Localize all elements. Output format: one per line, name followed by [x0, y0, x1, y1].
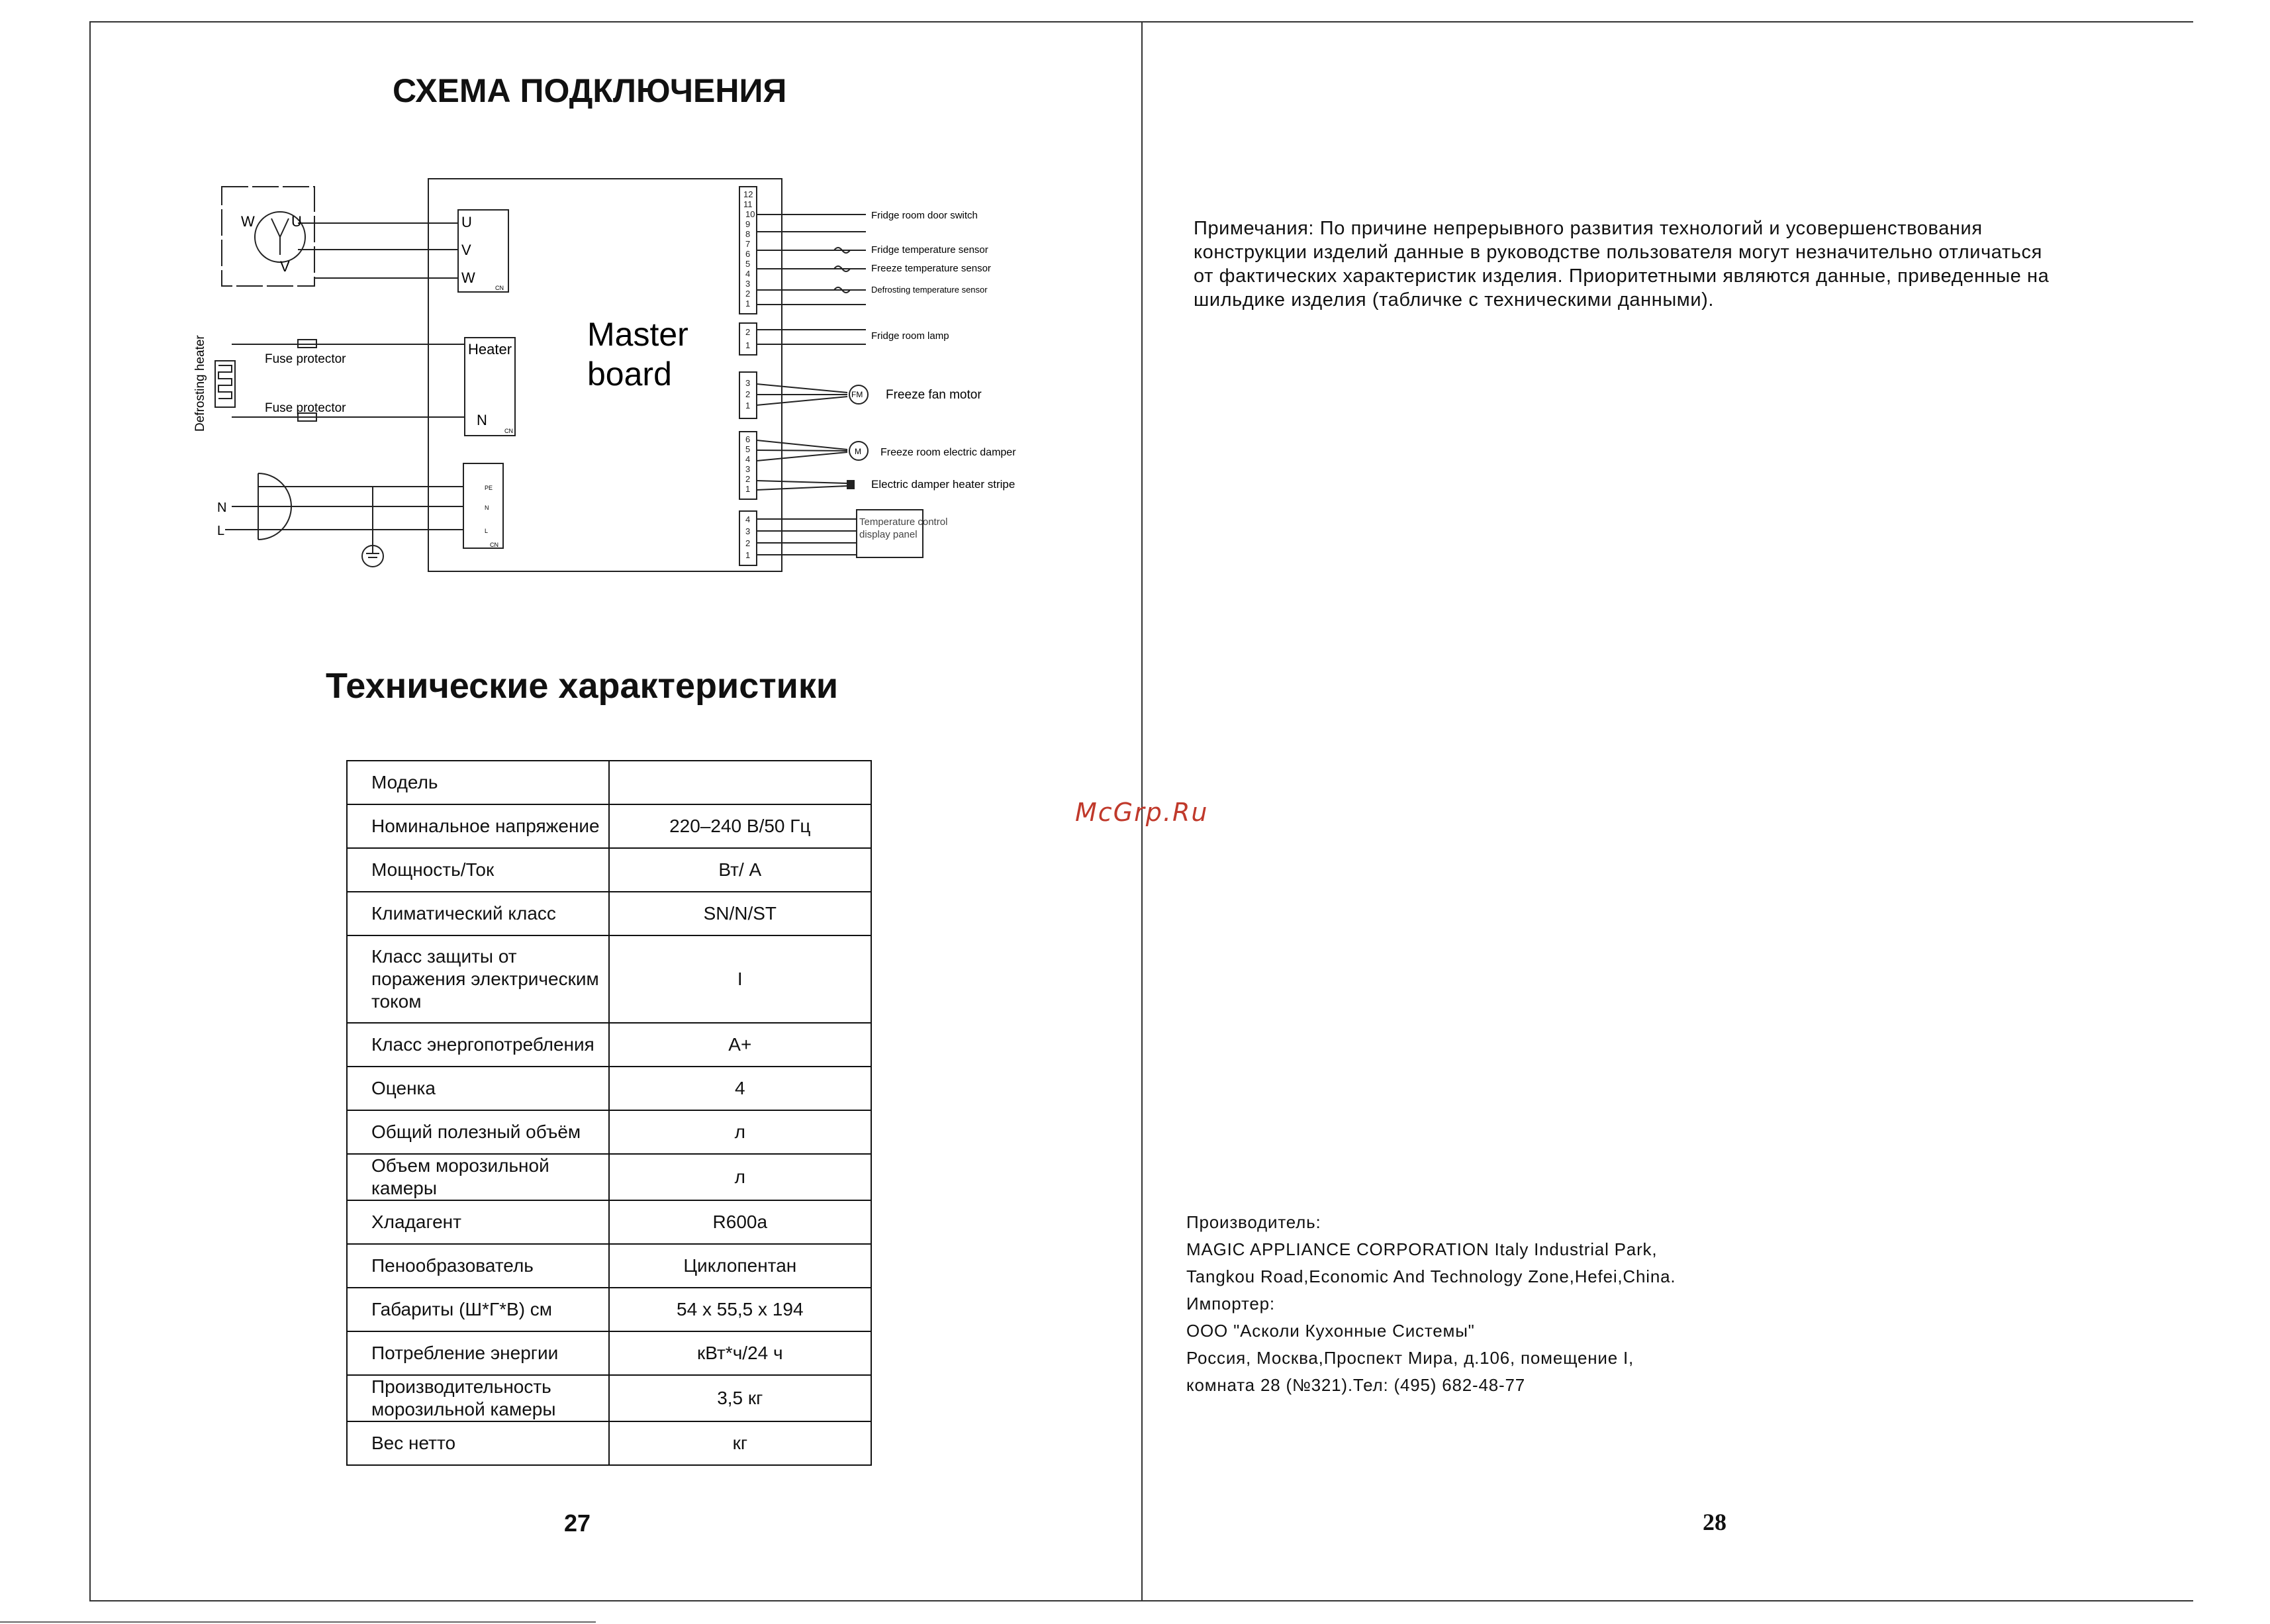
table-row — [347, 1421, 871, 1465]
c2-pin: 2 — [745, 327, 751, 337]
manufacturer-line: Россия, Москва,Проспект Мира, д.106, помещение I, — [1186, 1348, 1634, 1368]
page-number-left: 27 — [564, 1509, 591, 1537]
motor-label-v: V — [280, 258, 290, 275]
compressor-box — [222, 187, 314, 286]
heading-wiring-scheme: СХЕМА ПОДКЛЮЧЕНИЯ — [393, 72, 787, 109]
c4-pin: 4 — [745, 454, 751, 464]
c3-pin: 3 — [745, 378, 751, 388]
c1-pin: 12 — [743, 189, 753, 199]
c1-pin: 10 — [745, 209, 755, 219]
pin-n: N — [485, 504, 489, 511]
frame-left-line — [89, 21, 91, 1601]
temp-panel-line2: display panel — [859, 529, 918, 540]
spec-value: 3,5 кг — [609, 1375, 871, 1421]
c1-pin: 5 — [745, 259, 751, 269]
terminal-u: U — [461, 214, 472, 230]
table-row — [347, 761, 871, 804]
heater-label: Heater — [468, 341, 512, 358]
output-freeze-temp-sensor: Freeze temperature sensor — [871, 263, 991, 274]
c2-pin: 1 — [745, 340, 751, 350]
output-fridge-lamp: Fridge room lamp — [871, 330, 949, 342]
spec-value: A+ — [609, 1023, 871, 1067]
table-row — [347, 1244, 871, 1288]
spec-value — [609, 761, 871, 804]
defrosting-heater-label: Defrosting heater — [193, 335, 207, 432]
c3-pin: 1 — [745, 401, 751, 410]
spec-value: R600a — [609, 1200, 871, 1244]
pin-l: L — [485, 528, 489, 534]
table-row — [347, 1375, 871, 1421]
spec-label: Производительность морозильной камеры — [347, 1375, 609, 1421]
spec-value: 220–240 В/50 Гц — [609, 804, 871, 848]
spec-value: SN/N/ST — [609, 892, 871, 935]
table-row — [347, 892, 871, 935]
table-row — [347, 804, 871, 848]
output-defrost-temp-sensor: Defrosting temperature sensor — [871, 285, 988, 295]
c1-pin: 7 — [745, 239, 751, 249]
c4-pin: 6 — [745, 434, 751, 444]
spec-value: л — [609, 1154, 871, 1200]
c5-pin: 4 — [745, 514, 751, 524]
manufacturer-line: ООО "Асколи Кухонные Системы" — [1186, 1321, 1475, 1341]
table-row — [347, 1067, 871, 1110]
mains-l: L — [217, 524, 225, 538]
c4-pin: 1 — [745, 484, 751, 494]
spec-label: Мощность/Ток — [347, 848, 609, 892]
damper-symbol-label: M — [855, 447, 861, 456]
notes-paragraph: Примечания: По причине непрерывного развития технологий и усовершенствования конструкции изделий данные в руководстве пользователя могут незначительно отличаться от фактических характеристик изделия. Приоритетными являются данные, приведенные на шильдике изделия (табличке с техническими данными). — [1194, 218, 2050, 310]
c5-pin: 2 — [745, 538, 751, 548]
spec-value: л — [609, 1110, 871, 1154]
c4-pin: 5 — [745, 444, 751, 454]
pin-pe: PE — [485, 485, 493, 491]
table-row — [347, 935, 871, 1023]
table-row — [347, 1110, 871, 1154]
spec-label: Объем морозильной камеры — [347, 1154, 609, 1200]
power-connector-box — [463, 463, 503, 548]
manufacturer-line: Tangkou Road,Economic And Technology Zone,Hefei,China. — [1186, 1266, 1676, 1286]
spec-label: Потребление энергии — [347, 1331, 609, 1375]
fan-symbol-label: FM — [851, 390, 863, 399]
output-damper-heater: Electric damper heater stripe — [871, 478, 1016, 491]
spec-value: Вт/ А — [609, 848, 871, 892]
spec-label: Модель — [347, 761, 609, 804]
spec-label: Хладагент — [347, 1200, 609, 1244]
manufacturer-line: комната 28 (№321).Тел: (495) 682-48-77 — [1186, 1375, 1525, 1395]
spec-label: Климатический класс — [347, 892, 609, 935]
c3-pin: 2 — [745, 389, 751, 399]
heading-specs: Технические характеристики — [326, 666, 839, 706]
table-row — [347, 1023, 871, 1067]
cn-label-motor: CN — [495, 285, 504, 291]
table-row — [347, 1331, 871, 1375]
c5-pin: 3 — [745, 526, 751, 536]
c5-pin: 1 — [745, 550, 751, 560]
output-door-switch: Fridge room door switch — [871, 210, 978, 221]
spec-value: 54 x 55,5 x 194 — [609, 1288, 871, 1331]
c1-pin: 3 — [745, 279, 751, 289]
cn-label-heater: CN — [504, 428, 513, 434]
spec-label: Пенообразователь — [347, 1244, 609, 1288]
spec-label: Вес нетто — [347, 1421, 609, 1465]
master-board-line1: Master — [587, 316, 688, 353]
output-fridge-temp-sensor: Fridge temperature sensor — [871, 244, 988, 256]
spec-label: Оценка — [347, 1067, 609, 1110]
heater-n: N — [477, 412, 487, 428]
table-row — [347, 1154, 871, 1200]
scan-edge-line — [0, 1621, 596, 1623]
c1-pin: 2 — [745, 289, 751, 299]
fuse-protector-top: Fuse protector — [265, 352, 346, 366]
c1-pin: 11 — [743, 199, 753, 209]
c4-pin: 2 — [745, 474, 751, 484]
c1-pin: 1 — [745, 299, 751, 309]
c1-pin: 8 — [745, 229, 751, 239]
spec-value: кВт*ч/24 ч — [609, 1331, 871, 1375]
spec-label: Общий полезный объём — [347, 1110, 609, 1154]
output-fan-motor: Freeze fan motor — [886, 388, 982, 402]
wiring-diagram — [185, 172, 1046, 583]
motor-label-w: W — [241, 213, 255, 230]
terminal-w: W — [461, 269, 475, 286]
table-row — [347, 1288, 871, 1331]
terminal-v: V — [461, 242, 471, 258]
spec-label: Класс энергопотребления — [347, 1023, 609, 1067]
manufacturer-line: MAGIC APPLIANCE CORPORATION Italy Industrial Park, — [1186, 1239, 1658, 1259]
manufacturer-line: Производитель: — [1186, 1212, 1321, 1232]
table-row — [347, 848, 871, 892]
spec-label: Класс защиты от поражения электрическим током — [347, 935, 609, 1023]
specs-table — [346, 760, 872, 1466]
c1-pin: 6 — [745, 249, 751, 259]
spec-label: Номинальное напряжение — [347, 804, 609, 848]
spec-value: Циклопентан — [609, 1244, 871, 1288]
master-board-line2: board — [587, 356, 672, 393]
table-row — [347, 1200, 871, 1244]
spec-label: Габариты (Ш*Г*В) см — [347, 1288, 609, 1331]
c4-pin: 3 — [745, 464, 751, 474]
spec-value: 4 — [609, 1067, 871, 1110]
spec-value: кг — [609, 1421, 871, 1465]
spec-value: I — [609, 935, 871, 1023]
cn-label-power: CN — [490, 542, 498, 548]
manufacturer-line: Импортер: — [1186, 1294, 1275, 1314]
output-electric-damper: Freeze room electric damper — [880, 447, 1016, 458]
temp-panel-line1: Temperature control — [859, 516, 948, 528]
watermark: McGrp.Ru — [1075, 798, 1209, 827]
c1-pin: 9 — [745, 219, 751, 229]
mains-n: N — [217, 501, 227, 515]
page-number-right: 28 — [1703, 1509, 1726, 1535]
motor-label-u: U — [291, 213, 302, 230]
c1-pin: 4 — [745, 269, 751, 279]
fuse-protector-bottom: Fuse protector — [265, 401, 346, 415]
manufacturer-info — [1186, 1209, 1676, 1399]
